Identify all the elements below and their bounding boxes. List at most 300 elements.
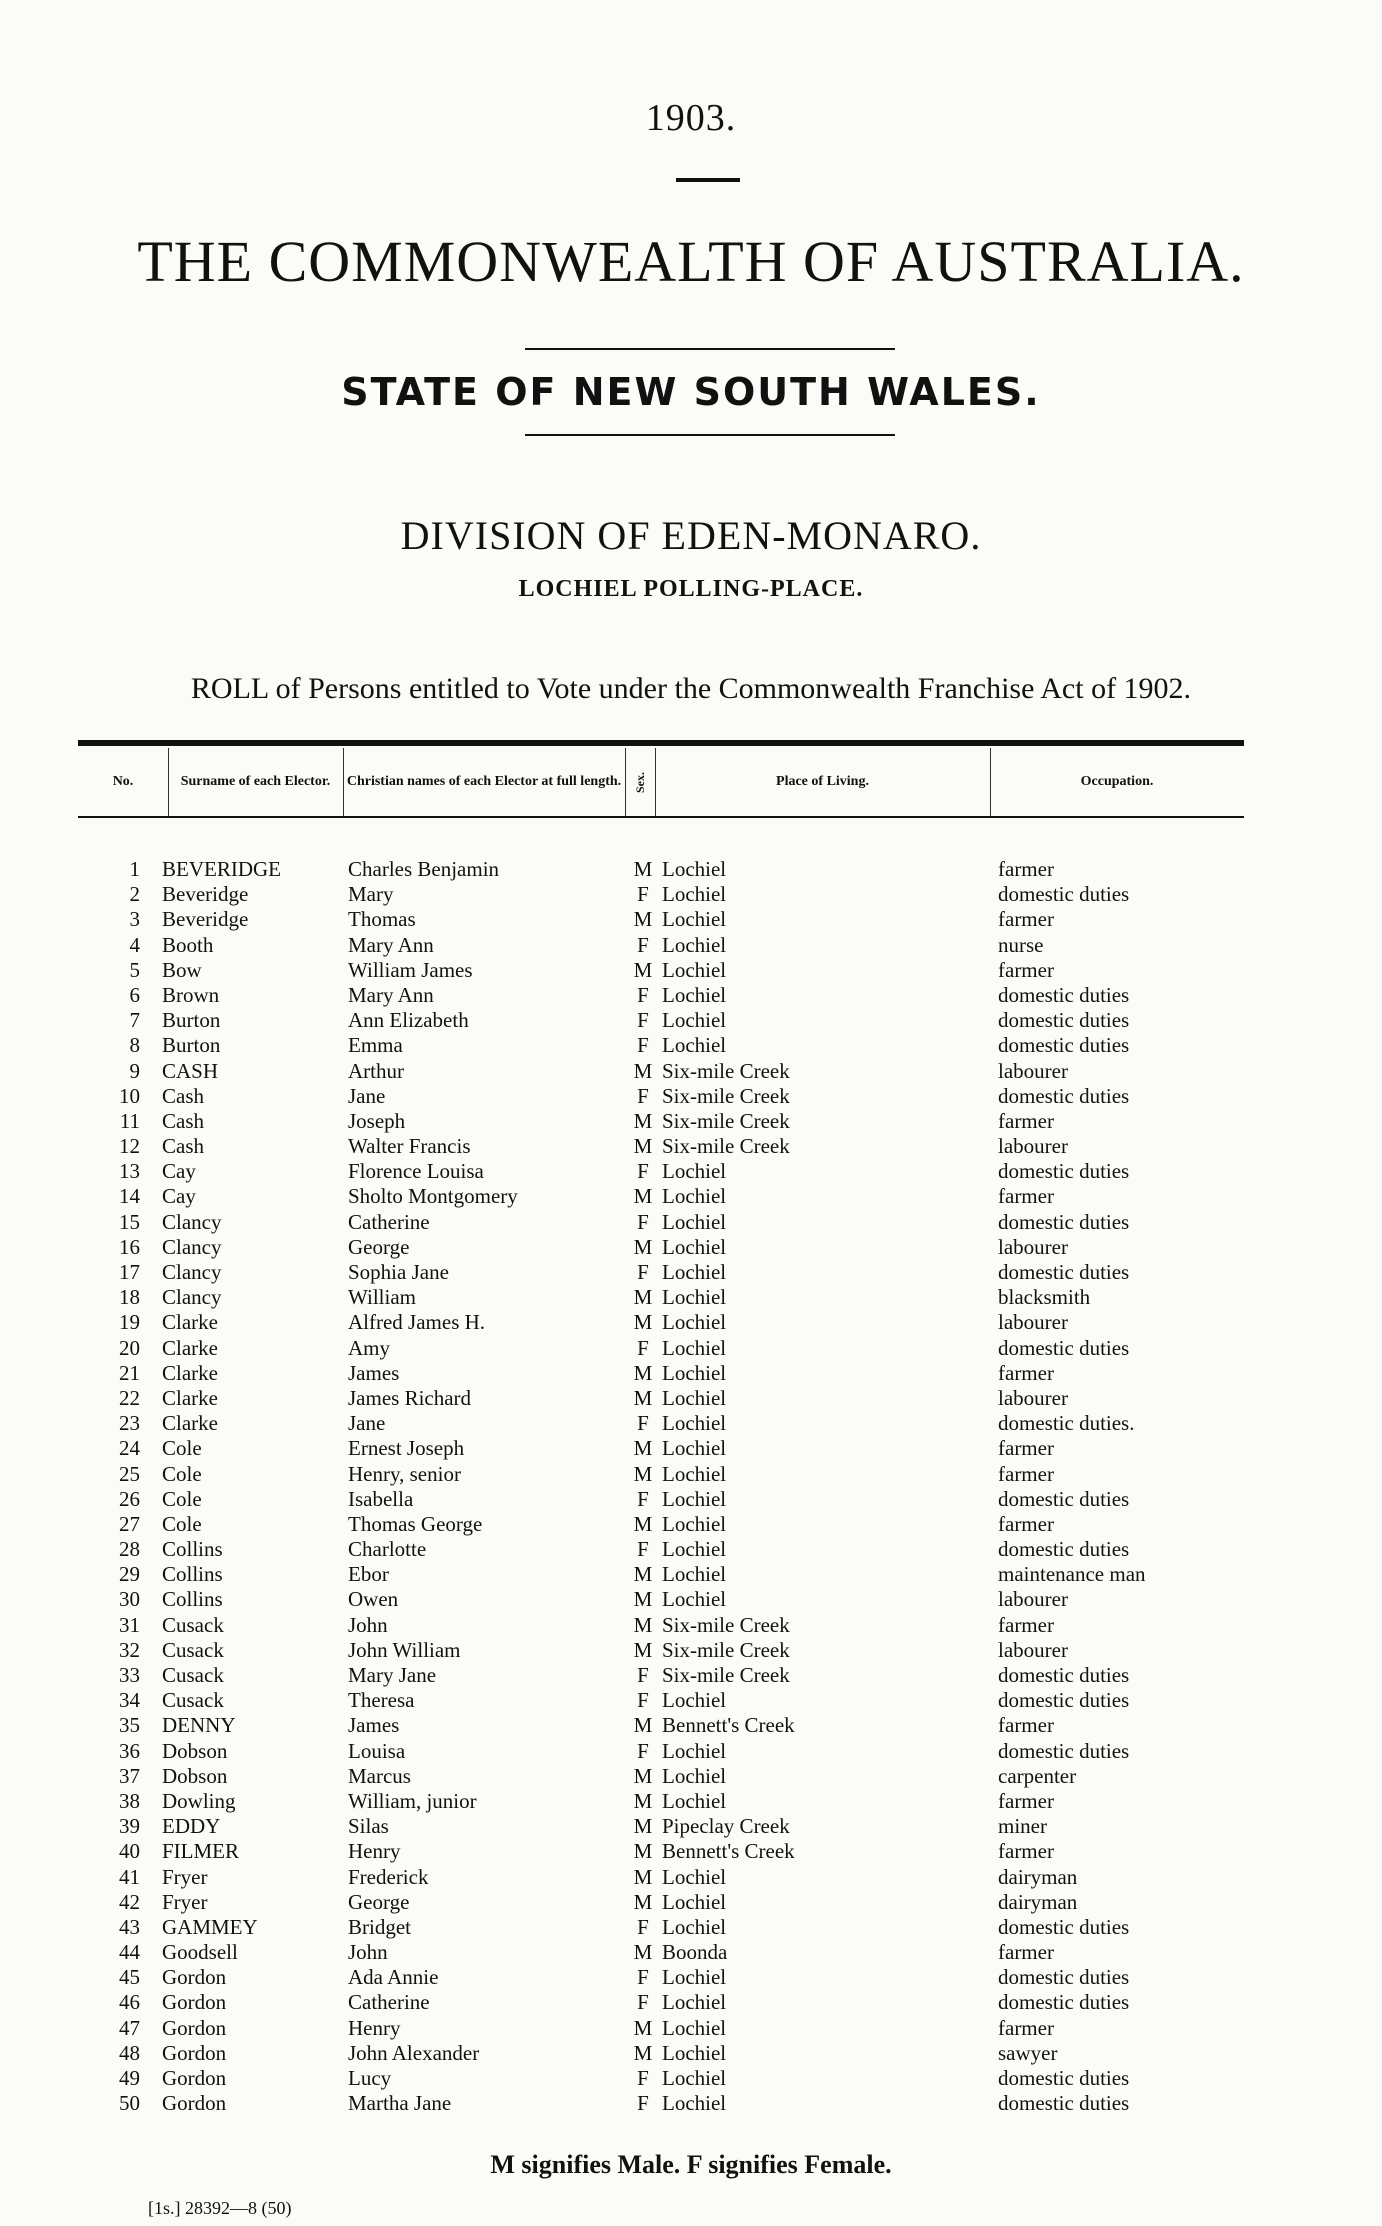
elector-sex: M xyxy=(633,1058,653,1083)
elector-occupation: labourer xyxy=(998,1134,1068,1159)
table-row xyxy=(0,1084,1382,1109)
elector-sex: M xyxy=(633,1285,653,1310)
elector-no: 33 xyxy=(119,1663,140,1687)
table-row xyxy=(0,1990,1382,2015)
elector-surname: Clarke xyxy=(162,1411,218,1436)
elector-sex: M xyxy=(633,1511,653,1536)
table-row xyxy=(0,1562,1382,1587)
elector-occupation: farmer xyxy=(998,1511,1054,1536)
elector-surname: Collins xyxy=(162,1587,223,1612)
elector-christian: James xyxy=(348,1360,400,1385)
table-row xyxy=(0,1134,1382,1159)
elector-no: 44 xyxy=(119,1940,140,1965)
elector-sex: F xyxy=(637,1537,649,1562)
elector-surname: Clarke xyxy=(162,1360,218,1385)
elector-occupation: farmer xyxy=(998,1839,1054,1864)
table-header-rule xyxy=(78,816,1244,818)
elector-no: 22 xyxy=(119,1385,140,1410)
elector-sex: F xyxy=(637,2066,649,2090)
elector-christian: Ada Annie xyxy=(348,1965,439,1990)
table-row xyxy=(0,1764,1382,1789)
elector-christian: Martha Jane xyxy=(348,2091,452,2116)
elector-occupation: labourer xyxy=(998,1234,1068,1259)
elector-no: 3 xyxy=(129,907,140,932)
column-header-place-of-living xyxy=(655,752,990,812)
elector-surname: CASH xyxy=(162,1058,219,1083)
elector-place: Lochiel xyxy=(662,1965,727,1990)
elector-surname: Cay xyxy=(162,1159,196,1184)
elector-christian: James Richard xyxy=(348,1385,472,1410)
elector-no: 39 xyxy=(119,1814,140,1839)
elector-no: 40 xyxy=(119,1839,140,1864)
elector-surname: Fryer xyxy=(162,1889,208,1914)
elector-christian: Mary xyxy=(348,882,394,907)
elector-surname: BEVERIDGE xyxy=(162,857,281,881)
table-row xyxy=(0,857,1382,882)
elector-sex: F xyxy=(637,1990,649,2015)
table-row xyxy=(0,2016,1382,2041)
elector-no: 34 xyxy=(119,1688,140,1713)
elector-occupation: labourer xyxy=(998,1310,1068,1335)
column-header-place-label: Place of Living. xyxy=(776,774,869,789)
elector-occupation: domestic duties xyxy=(998,1008,1130,1033)
table-row xyxy=(0,1814,1382,1839)
table-row xyxy=(0,1487,1382,1512)
elector-surname: Clancy xyxy=(162,1260,222,1284)
elector-christian: John William xyxy=(348,1637,461,1662)
elector-christian: Theresa xyxy=(348,1688,415,1713)
elector-christian: Thomas xyxy=(348,907,416,932)
elector-place: Lochiel xyxy=(662,2040,727,2065)
table-row xyxy=(0,1033,1382,1058)
elector-no: 23 xyxy=(119,1411,140,1436)
elector-occupation: farmer xyxy=(998,1788,1054,1813)
elector-surname: Cash xyxy=(162,1134,204,1159)
elector-surname: Gordon xyxy=(162,2066,227,2090)
table-row xyxy=(0,2041,1382,2066)
elector-surname: Fryer xyxy=(162,1864,208,1889)
elector-place: Lochiel xyxy=(662,1486,727,1511)
elector-surname: EDDY xyxy=(162,1814,221,1839)
elector-sex: F xyxy=(637,1033,649,1058)
elector-sex: F xyxy=(637,882,649,907)
table-row xyxy=(0,1713,1382,1738)
elector-occupation: farmer xyxy=(998,857,1054,881)
elector-place: Lochiel xyxy=(662,1411,727,1436)
elector-christian: James xyxy=(348,1713,400,1738)
table-row xyxy=(0,1361,1382,1386)
elector-occupation: farmer xyxy=(998,1940,1054,1965)
column-header-surname xyxy=(168,752,343,812)
elector-sex: M xyxy=(633,1385,653,1410)
elector-surname: Cole xyxy=(162,1511,202,1536)
polling-place-title: LOCHIEL POLLING-PLACE. xyxy=(518,576,864,602)
elector-place: Six-mile Creek xyxy=(662,1058,790,1083)
elector-no: 26 xyxy=(119,1486,140,1511)
elector-no: 31 xyxy=(119,1612,140,1637)
elector-occupation: domestic duties xyxy=(998,1688,1130,1713)
elector-no: 19 xyxy=(119,1310,140,1335)
elector-occupation: labourer xyxy=(998,1637,1068,1662)
table-row xyxy=(0,1638,1382,1663)
elector-surname: Brown xyxy=(162,982,220,1007)
elector-christian: Florence Louisa xyxy=(348,1159,484,1184)
elector-place: Lochiel xyxy=(662,1537,727,1562)
table-row xyxy=(0,1285,1382,1310)
elector-no: 24 xyxy=(119,1436,140,1461)
elector-surname: Cusack xyxy=(162,1663,224,1687)
elector-no: 43 xyxy=(119,1914,140,1939)
elector-sex: M xyxy=(633,1788,653,1813)
elector-sex: F xyxy=(637,1411,649,1436)
elector-christian: George xyxy=(348,1234,410,1259)
elector-occupation: farmer xyxy=(998,1184,1054,1209)
elector-no: 21 xyxy=(119,1360,140,1385)
table-row xyxy=(0,907,1382,932)
country-title: THE COMMONWEALTH OF AUSTRALIA. xyxy=(137,229,1245,294)
table-top-rule xyxy=(78,740,1244,746)
elector-sex: M xyxy=(633,957,653,982)
divider xyxy=(525,348,895,350)
elector-no: 45 xyxy=(119,1965,140,1990)
elector-sex: M xyxy=(633,1763,653,1788)
elector-christian: Isabella xyxy=(348,1486,414,1511)
elector-christian: Mary Jane xyxy=(348,1663,437,1687)
elector-surname: Dowling xyxy=(162,1788,236,1813)
column-header-occupation xyxy=(990,752,1244,812)
table-row xyxy=(0,1839,1382,1864)
elector-surname: Dobson xyxy=(162,1738,228,1763)
elector-christian: Catherine xyxy=(348,1990,430,2015)
elector-place: Lochiel xyxy=(662,1385,727,1410)
elector-place: Lochiel xyxy=(662,1436,727,1461)
elector-no: 14 xyxy=(119,1184,140,1209)
elector-occupation: farmer xyxy=(998,907,1054,932)
elector-occupation: domestic duties xyxy=(998,982,1130,1007)
elector-surname: Burton xyxy=(162,1008,221,1033)
elector-christian: Arthur xyxy=(348,1058,404,1083)
elector-sex: M xyxy=(633,1234,653,1259)
table-row xyxy=(0,933,1382,958)
elector-place: Bennett's Creek xyxy=(662,1839,795,1864)
table-row xyxy=(0,1965,1382,1990)
elector-occupation: domestic duties xyxy=(998,1159,1130,1184)
elector-occupation: farmer xyxy=(998,1108,1054,1133)
elector-christian: Silas xyxy=(348,1814,389,1839)
elector-no: 32 xyxy=(119,1637,140,1662)
elector-no: 7 xyxy=(129,1008,140,1033)
elector-christian: Amy xyxy=(348,1335,390,1360)
elector-place: Bennett's Creek xyxy=(662,1713,795,1738)
elector-no: 5 xyxy=(129,957,140,982)
elector-christian: Mary Ann xyxy=(348,932,434,957)
elector-sex: M xyxy=(633,1360,653,1385)
elector-occupation: labourer xyxy=(998,1058,1068,1083)
elector-occupation: domestic duties xyxy=(998,1083,1130,1108)
elector-christian: Sholto Montgomery xyxy=(348,1184,518,1209)
table-row xyxy=(0,1663,1382,1688)
elector-surname: FILMER xyxy=(162,1839,240,1864)
elector-occupation: nurse xyxy=(998,932,1044,957)
table-row xyxy=(0,1159,1382,1184)
elector-place: Lochiel xyxy=(662,1033,727,1058)
table-row xyxy=(0,1210,1382,1235)
elector-christian: Ann Elizabeth xyxy=(348,1008,469,1033)
table-row xyxy=(0,1386,1382,1411)
elector-place: Boonda xyxy=(662,1940,728,1965)
elector-occupation: labourer xyxy=(998,1587,1068,1612)
elector-no: 9 xyxy=(129,1058,140,1083)
elector-occupation: miner xyxy=(998,1814,1047,1839)
elector-surname: Clarke xyxy=(162,1335,218,1360)
table-row xyxy=(0,882,1382,907)
elector-surname: Gordon xyxy=(162,1990,227,2015)
table-row xyxy=(0,1310,1382,1335)
elector-christian: Lucy xyxy=(348,2066,392,2090)
elector-sex: M xyxy=(633,1889,653,1914)
elector-sex: F xyxy=(637,932,649,957)
elector-place: Lochiel xyxy=(662,1688,727,1713)
elector-place: Lochiel xyxy=(662,1260,727,1284)
table-row xyxy=(0,1184,1382,1209)
elector-no: 4 xyxy=(129,932,140,957)
elector-surname: Cusack xyxy=(162,1688,224,1713)
elector-sex: M xyxy=(633,1587,653,1612)
elector-place: Lochiel xyxy=(662,1310,727,1335)
table-row xyxy=(0,1512,1382,1537)
elector-no: 8 xyxy=(129,1033,140,1058)
elector-christian: Henry xyxy=(348,1839,401,1864)
elector-occupation: domestic duties. xyxy=(998,1411,1135,1436)
elector-occupation: domestic duties xyxy=(998,1738,1130,1763)
elector-surname: Cash xyxy=(162,1108,204,1133)
elector-sex: F xyxy=(637,1486,649,1511)
elector-surname: Cole xyxy=(162,1436,202,1461)
elector-place: Six-mile Creek xyxy=(662,1134,790,1159)
column-header-sex xyxy=(625,752,655,812)
elector-occupation: domestic duties xyxy=(998,1537,1130,1562)
elector-list xyxy=(0,857,1382,2116)
elector-occupation: carpenter xyxy=(998,1763,1077,1788)
elector-occupation: labourer xyxy=(998,1385,1068,1410)
column-header-no-label: No. xyxy=(112,774,134,789)
elector-christian: Charlotte xyxy=(348,1537,427,1562)
elector-sex: F xyxy=(637,1209,649,1234)
elector-sex: F xyxy=(637,1159,649,1184)
elector-sex: M xyxy=(633,907,653,932)
elector-no: 30 xyxy=(119,1587,140,1612)
elector-no: 17 xyxy=(119,1260,140,1284)
elector-sex: F xyxy=(637,1260,649,1284)
elector-occupation: dairyman xyxy=(998,1864,1078,1889)
elector-no: 28 xyxy=(119,1537,140,1562)
elector-surname: Dobson xyxy=(162,1763,228,1788)
elector-place: Lochiel xyxy=(662,1587,727,1612)
elector-christian: Ebor xyxy=(348,1562,389,1587)
elector-place: Six-mile Creek xyxy=(662,1612,790,1637)
table-row xyxy=(0,958,1382,983)
elector-christian: John xyxy=(348,1612,388,1637)
elector-christian: Mary Ann xyxy=(348,982,434,1007)
elector-sex: M xyxy=(633,1461,653,1486)
elector-sex: M xyxy=(633,2040,653,2065)
elector-place: Lochiel xyxy=(662,1335,727,1360)
elector-no: 18 xyxy=(119,1285,140,1310)
elector-place: Lochiel xyxy=(662,1763,727,1788)
elector-no: 11 xyxy=(119,1108,140,1133)
elector-christian: Henry, senior xyxy=(348,1461,461,1486)
elector-occupation: sawyer xyxy=(998,2040,1058,2065)
elector-no: 12 xyxy=(119,1134,140,1159)
elector-no: 38 xyxy=(119,1788,140,1813)
elector-place: Lochiel xyxy=(662,1209,727,1234)
elector-occupation: domestic duties xyxy=(998,882,1130,907)
division-title: DIVISION OF EDEN-MONARO. xyxy=(400,513,982,558)
elector-no: 13 xyxy=(119,1159,140,1184)
elector-place: Lochiel xyxy=(662,1511,727,1536)
column-header-christian-names xyxy=(343,752,625,812)
elector-place: Lochiel xyxy=(662,857,727,881)
elector-occupation: farmer xyxy=(998,1461,1054,1486)
elector-christian: John xyxy=(348,1940,388,1965)
elector-occupation: domestic duties xyxy=(998,1663,1130,1687)
elector-christian: Jane xyxy=(348,1411,386,1436)
elector-sex: M xyxy=(633,1436,653,1461)
elector-surname: Gordon xyxy=(162,2040,227,2065)
elector-no: 2 xyxy=(129,882,140,907)
elector-no: 15 xyxy=(119,1209,140,1234)
elector-occupation: domestic duties xyxy=(998,1990,1130,2015)
elector-surname: Cusack xyxy=(162,1637,224,1662)
elector-place: Lochiel xyxy=(662,1914,727,1939)
elector-sex: F xyxy=(637,1738,649,1763)
column-header-sex-label: Sex. xyxy=(633,771,647,793)
elector-occupation: domestic duties xyxy=(998,1033,1130,1058)
elector-no: 35 xyxy=(119,1713,140,1738)
elector-sex: M xyxy=(633,2015,653,2040)
elector-no: 36 xyxy=(119,1738,140,1763)
table-row xyxy=(0,1235,1382,1260)
elector-no: 41 xyxy=(119,1864,140,1889)
elector-sex: M xyxy=(633,1184,653,1209)
elector-occupation: domestic duties xyxy=(998,1914,1130,1939)
elector-christian: Marcus xyxy=(348,1763,411,1788)
elector-sex: M xyxy=(633,1637,653,1662)
elector-sex: M xyxy=(633,1108,653,1133)
elector-place: Lochiel xyxy=(662,1360,727,1385)
elector-christian: Jane xyxy=(348,1083,386,1108)
table-row xyxy=(0,1739,1382,1764)
elector-sex: M xyxy=(633,1612,653,1637)
elector-place: Lochiel xyxy=(662,882,727,907)
elector-no: 37 xyxy=(119,1763,140,1788)
elector-surname: Collins xyxy=(162,1562,223,1587)
elector-sex: M xyxy=(633,1864,653,1889)
elector-place: Lochiel xyxy=(662,2015,727,2040)
elector-christian: John Alexander xyxy=(348,2040,480,2065)
elector-christian: Sophia Jane xyxy=(348,1260,449,1284)
elector-occupation: farmer xyxy=(998,957,1054,982)
elector-place: Lochiel xyxy=(662,1008,727,1033)
table-row xyxy=(0,1260,1382,1285)
elector-sex: F xyxy=(637,1083,649,1108)
elector-surname: Burton xyxy=(162,1033,221,1058)
elector-occupation: domestic duties xyxy=(998,2066,1130,2090)
elector-surname: Cole xyxy=(162,1461,202,1486)
elector-place: Lochiel xyxy=(662,1864,727,1889)
elector-occupation: domestic duties xyxy=(998,2091,1130,2116)
elector-christian: Charles Benjamin xyxy=(348,857,500,881)
table-row xyxy=(0,2066,1382,2091)
elector-surname: Gordon xyxy=(162,2015,227,2040)
elector-christian: William James xyxy=(348,957,473,982)
elector-no: 27 xyxy=(119,1511,140,1536)
elector-place: Six-mile Creek xyxy=(662,1663,790,1687)
divider xyxy=(676,178,740,182)
elector-place: Pipeclay Creek xyxy=(662,1814,790,1839)
elector-christian: Bridget xyxy=(348,1914,411,1939)
elector-surname: Beveridge xyxy=(162,907,249,932)
elector-surname: Gordon xyxy=(162,2091,227,2116)
elector-place: Lochiel xyxy=(662,2091,727,2116)
elector-place: Lochiel xyxy=(662,907,727,932)
elector-place: Six-mile Creek xyxy=(662,1108,790,1133)
elector-surname: Cash xyxy=(162,1083,204,1108)
column-header-christian-label: Christian names of each Elector at full length. xyxy=(346,774,622,789)
elector-surname: Beveridge xyxy=(162,882,249,907)
elector-surname: Cole xyxy=(162,1486,202,1511)
elector-christian: Owen xyxy=(348,1587,399,1612)
elector-place: Lochiel xyxy=(662,1889,727,1914)
elector-no: 10 xyxy=(119,1083,140,1108)
elector-surname: Bow xyxy=(162,957,202,982)
table-row xyxy=(0,1890,1382,1915)
elector-sex: F xyxy=(637,1663,649,1687)
column-header-surname-label: Surname of each Elector. xyxy=(180,774,331,789)
elector-christian: Walter Francis xyxy=(348,1134,471,1159)
elector-place: Lochiel xyxy=(662,1461,727,1486)
elector-sex: M xyxy=(633,1814,653,1839)
elector-occupation: domestic duties xyxy=(998,1209,1130,1234)
elector-occupation: maintenance man xyxy=(998,1562,1146,1587)
elector-christian: Ernest Joseph xyxy=(348,1436,465,1461)
sex-legend-footnote: M signifies Male. F signifies Female. xyxy=(490,2150,892,2179)
table-row xyxy=(0,1613,1382,1638)
elector-christian: Alfred James H. xyxy=(348,1310,486,1335)
table-row xyxy=(0,1109,1382,1134)
elector-sex: F xyxy=(637,1914,649,1939)
elector-sex: M xyxy=(633,1940,653,1965)
table-row xyxy=(0,1336,1382,1361)
elector-christian: Louisa xyxy=(348,1738,406,1763)
elector-surname: Clarke xyxy=(162,1385,218,1410)
elector-sex: M xyxy=(633,1562,653,1587)
elector-no: 49 xyxy=(119,2066,140,2090)
elector-no: 47 xyxy=(119,2015,140,2040)
table-row xyxy=(0,1789,1382,1814)
elector-sex: M xyxy=(633,1134,653,1159)
print-reference: [1s.] 28392—8 (50) xyxy=(148,2198,292,2218)
elector-sex: M xyxy=(633,1310,653,1335)
state-title: STATE OF NEW SOUTH WALES. xyxy=(341,370,1041,414)
elector-place: Lochiel xyxy=(662,957,727,982)
elector-christian: Henry xyxy=(348,2015,401,2040)
elector-no: 50 xyxy=(119,2091,140,2116)
elector-surname: Booth xyxy=(162,932,214,957)
elector-no: 20 xyxy=(119,1335,140,1360)
table-row xyxy=(0,1915,1382,1940)
elector-occupation: farmer xyxy=(998,1436,1054,1461)
